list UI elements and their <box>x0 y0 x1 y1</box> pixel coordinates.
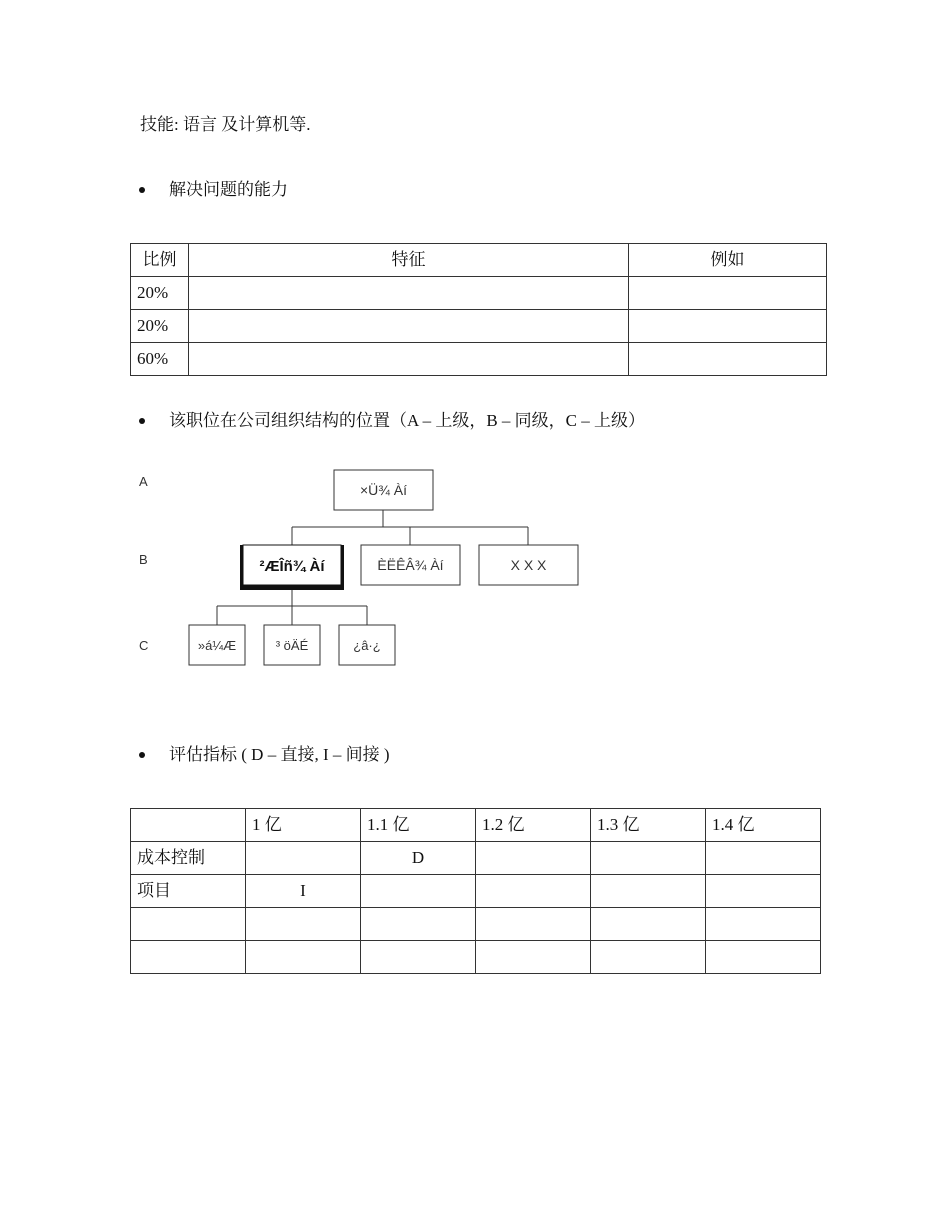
table-cell: 60% <box>131 343 189 376</box>
org-node-top-label: ×Ü¾ Àí <box>359 482 408 498</box>
org-node-bottom-3 <box>339 625 395 665</box>
skills-line: 技能: 语言 及计算机等. <box>140 115 311 134</box>
table-cell: D <box>361 842 476 875</box>
table-cell <box>476 941 591 974</box>
table-cell: 成本控制 <box>131 842 246 875</box>
table-row <box>131 941 821 974</box>
table-cell <box>591 842 706 875</box>
table-cell: 20% <box>131 310 189 343</box>
table-cell <box>706 875 821 908</box>
header-cell: 1.1 亿 <box>361 809 476 842</box>
table-cell <box>591 875 706 908</box>
table-cell <box>131 908 246 941</box>
level-label-b: B <box>139 552 148 567</box>
org-node-middle-highlighted <box>240 545 344 590</box>
org-node-middle-1-label: ²ÆÎñ¾ Àí <box>259 558 325 575</box>
table-cell <box>131 941 246 974</box>
table-cell <box>361 875 476 908</box>
header-cell: 1 亿 <box>246 809 361 842</box>
table-header-row <box>131 809 821 842</box>
table-cell: 20% <box>131 277 189 310</box>
table-cell <box>361 941 476 974</box>
table-cell <box>476 875 591 908</box>
header-cell <box>131 809 246 842</box>
table-cell <box>591 908 706 941</box>
org-node-middle-3-label: X X X <box>510 557 547 573</box>
section-title-org-position: 该职位在公司组织结构的位置（A – 上级，B – 同级，C – 上级） <box>169 411 646 430</box>
table-cell <box>361 908 476 941</box>
table-cell: I <box>246 875 361 908</box>
table-cell <box>706 908 821 941</box>
org-node-bottom-1-label: »á¼Æ <box>197 638 237 653</box>
table-cell <box>706 941 821 974</box>
section-title-assessment: 评估指标 ( D – 直接, I – 间接 ) <box>169 745 390 764</box>
table-cell <box>246 941 361 974</box>
table-row <box>131 842 821 875</box>
org-node-bottom-3-label: ¿â·¿ <box>353 638 381 653</box>
bullet-icon <box>139 752 145 758</box>
table-cell <box>476 908 591 941</box>
org-node-bottom-2 <box>264 625 320 665</box>
header-cell: 1.2 亿 <box>476 809 591 842</box>
header-feature: 特征 <box>189 244 629 277</box>
org-node-middle-2 <box>361 545 460 585</box>
org-node-top <box>334 470 433 510</box>
table-row <box>131 875 821 908</box>
header-cell: 1.4 亿 <box>706 809 821 842</box>
org-node-bottom-1 <box>189 625 245 665</box>
header-ratio: 比例 <box>131 244 189 277</box>
section-title-problem-solving: 解决问题的能力 <box>169 180 288 199</box>
header-example: 例如 <box>629 244 827 277</box>
assessment-table <box>130 808 821 974</box>
table-cell <box>246 842 361 875</box>
table-cell <box>246 908 361 941</box>
org-node-bottom-2-label: ³ öÄÉ <box>275 638 309 653</box>
org-node-middle-2-label: ÈËÊÂ¾ Àí <box>377 557 444 573</box>
org-node-middle-3 <box>479 545 578 585</box>
table-cell <box>476 842 591 875</box>
level-label-c: C <box>139 638 149 653</box>
table-cell <box>706 842 821 875</box>
header-cell: 1.3 亿 <box>591 809 706 842</box>
table-cell <box>591 941 706 974</box>
level-label-a: A <box>139 474 148 489</box>
table-row <box>131 908 821 941</box>
table-cell: 项目 <box>131 875 246 908</box>
